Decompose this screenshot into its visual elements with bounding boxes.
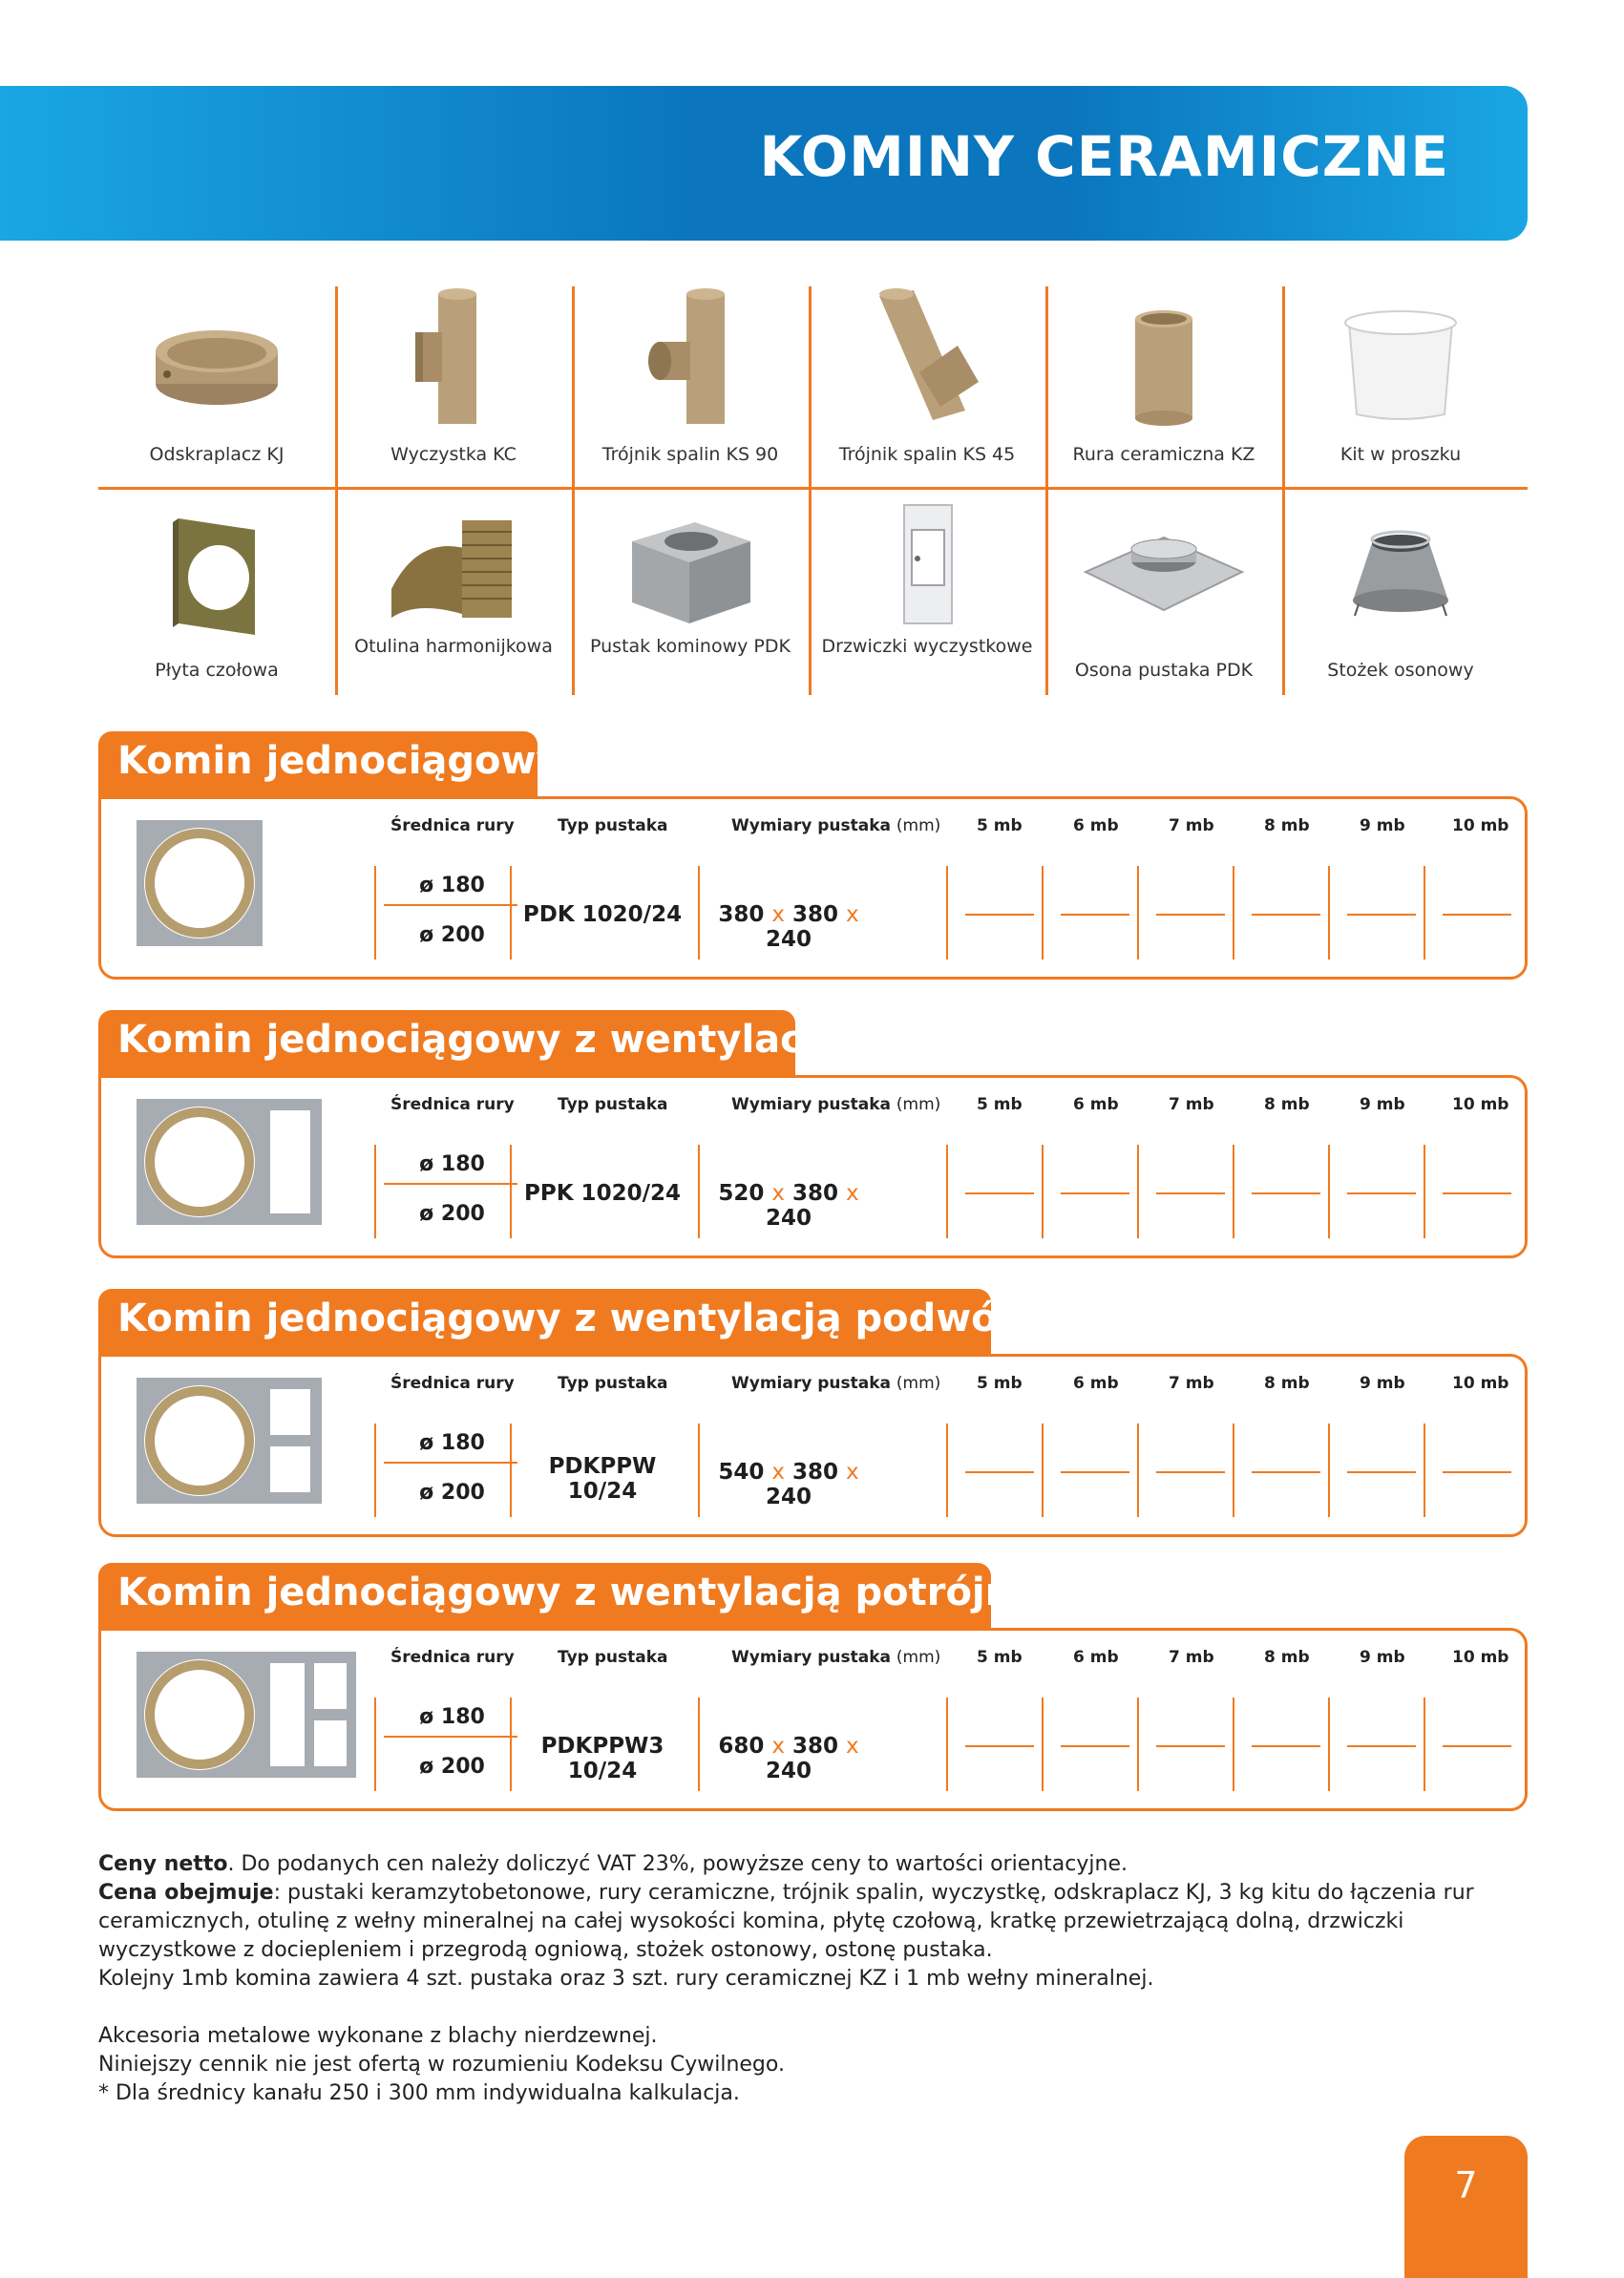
note-offer: Niniejszy cennik nie jest ofertą w rozumieniu Kodeksu Cywilnego.	[98, 2053, 785, 2077]
price-10mb	[1443, 1192, 1511, 1194]
price-table	[98, 796, 1528, 980]
price-5mb	[965, 914, 1034, 916]
header-block-type: Typ pustaka	[558, 1095, 668, 1114]
product-rura	[1045, 286, 1282, 487]
product-trojnik-90	[572, 286, 809, 487]
diameter-180: ø 180	[419, 874, 485, 897]
header-9mb: 9 mb	[1360, 1095, 1405, 1114]
ceramic-pipe-icon	[1116, 306, 1212, 430]
header-bar	[0, 86, 1528, 241]
note-diameter: * Dla średnicy kanału 250 i 300 mm indywidualna kalkulacja.	[98, 2081, 740, 2105]
price-8mb	[1252, 1745, 1320, 1747]
block-type: PDKPPW3 10/24	[540, 1734, 664, 1783]
diameter-200: ø 200	[419, 1755, 485, 1779]
product-label: Osona pustaka PDK	[1074, 660, 1254, 681]
cleanout-door-icon	[879, 499, 975, 633]
diameter-200: ø 200	[419, 1481, 485, 1505]
block-type: PPK 1020/24	[524, 1181, 681, 1206]
price-table	[98, 1075, 1528, 1258]
condensate-trap-icon	[150, 315, 284, 411]
product-label: Kit w proszku	[1339, 444, 1462, 465]
note-meter: Kolejny 1mb komina zawiera 4 szt. pustaka oraz 3 szt. rury ceramicznej KZ i 1 mb wełny mineralnej.	[98, 1967, 1154, 1991]
price-6mb	[1061, 1745, 1129, 1747]
page-number: 7	[1454, 2164, 1478, 2206]
chimney-block-icon	[619, 513, 762, 627]
section-title: Komin jednociągowy z wentylacją podwójną	[117, 1297, 1064, 1340]
product-oslona	[1045, 490, 1282, 695]
diameter-180: ø 180	[419, 1431, 485, 1455]
cross-section-icon	[137, 820, 263, 946]
product-label: Drzwiczki wyczystkowe	[821, 636, 1033, 657]
block-type: PDK 1020/24	[522, 902, 683, 927]
product-label: Płyta czołowa	[155, 660, 279, 681]
price-6mb	[1061, 1192, 1129, 1194]
note-included: Cena obejmuje: pustaki keramzytobetonowe, rury ceramiczne, trójnik spalin, wyczystkę, odskraplacz KJ, 3 kg kitu do łączenia rur ceramicznych, otulinę z wełny mineralnej na całej wysokości komina, płytę czołową, kratkę przewietrzającą dolną, drzwiczki wyczystkowe z dociepleniem i przegrodą ogniową, stożek ostonowy, ostonę pustaka.	[98, 1881, 1474, 1962]
note-metal: Akcesoria metalowe wykonane z blachy nierdzewnej.	[98, 2024, 658, 2048]
price-7mb	[1156, 914, 1225, 916]
product-kit	[1282, 286, 1519, 487]
header-dimensions: Wymiary pustaka (mm)	[731, 1648, 941, 1667]
product-label: Wyczystka KC	[390, 444, 517, 465]
product-trojnik-45	[809, 286, 1045, 487]
header-6mb: 6 mb	[1073, 816, 1119, 835]
header-10mb: 10 mb	[1452, 1648, 1509, 1667]
price-6mb	[1061, 914, 1129, 916]
notes	[98, 1850, 1492, 2108]
header-dimensions: Wymiary pustaka (mm)	[731, 816, 941, 835]
header-block-type: Typ pustaka	[558, 1374, 668, 1393]
header-7mb: 7 mb	[1169, 1374, 1214, 1393]
header-block-type: Typ pustaka	[558, 1648, 668, 1667]
header-6mb: 6 mb	[1073, 1648, 1119, 1667]
price-9mb	[1347, 1471, 1416, 1473]
header-5mb: 5 mb	[977, 1095, 1023, 1114]
section-tab	[98, 1563, 1039, 1630]
front-plate-icon	[159, 511, 274, 644]
header-9mb: 9 mb	[1360, 1374, 1405, 1393]
tee-45-icon	[860, 286, 994, 430]
header-5mb: 5 mb	[977, 1648, 1023, 1667]
product-label: Odskraplacz KJ	[149, 444, 285, 465]
header-8mb: 8 mb	[1264, 1648, 1310, 1667]
section-title: Komin jednociągowy z wentylacją	[117, 1018, 842, 1062]
header-diameter: Średnica rury	[390, 1095, 515, 1114]
product-wyczystka	[335, 286, 572, 487]
price-7mb	[1156, 1192, 1225, 1194]
diameter-180: ø 180	[419, 1705, 485, 1729]
block-dimensions: 540 x 380 x 240	[718, 1460, 859, 1509]
product-label: Pustak kominowy PDK	[590, 636, 791, 657]
header-7mb: 7 mb	[1169, 816, 1214, 835]
block-dimensions: 680 x 380 x 240	[718, 1734, 859, 1783]
section-title: Komin jednociągowy z wentylacją potrójną	[117, 1571, 1039, 1614]
header-5mb: 5 mb	[977, 816, 1023, 835]
header-10mb: 10 mb	[1452, 816, 1509, 835]
product-grid	[98, 286, 1528, 697]
price-8mb	[1252, 914, 1320, 916]
header-10mb: 10 mb	[1452, 1374, 1509, 1393]
header-8mb: 8 mb	[1264, 1374, 1310, 1393]
header-9mb: 9 mb	[1360, 816, 1405, 835]
product-otulina	[335, 490, 572, 695]
cross-section-icon	[137, 1378, 322, 1504]
product-label: Rura ceramiczna KZ	[1072, 444, 1255, 465]
diameter-200: ø 200	[419, 1202, 485, 1226]
section-tab	[98, 1289, 1064, 1356]
price-8mb	[1252, 1471, 1320, 1473]
page-title: KOMINY CERAMICZNE	[759, 124, 1449, 189]
price-8mb	[1252, 1192, 1320, 1194]
price-7mb	[1156, 1745, 1225, 1747]
product-label: Trójnik spalin KS 90	[601, 444, 779, 465]
cleanout-pipe-icon	[396, 286, 511, 430]
product-odskraplacz	[98, 286, 335, 487]
price-10mb	[1443, 914, 1511, 916]
product-label: Otulina harmonijkowa	[354, 636, 553, 657]
header-7mb: 7 mb	[1169, 1095, 1214, 1114]
price-7mb	[1156, 1471, 1225, 1473]
product-stozek	[1282, 490, 1519, 695]
insulation-icon	[382, 513, 525, 627]
block-dimensions: 380 x 380 x 240	[718, 902, 859, 952]
diameter-200: ø 200	[419, 923, 485, 947]
block-type: PDKPPW 10/24	[548, 1454, 657, 1504]
cross-section-icon	[137, 1099, 322, 1225]
header-block-type: Typ pustaka	[558, 816, 668, 835]
product-pustak	[572, 490, 809, 695]
section-title: Komin jednociągowy	[117, 739, 561, 783]
header-dimensions: Wymiary pustaka (mm)	[731, 1374, 941, 1393]
price-9mb	[1347, 914, 1416, 916]
header-9mb: 9 mb	[1360, 1648, 1405, 1667]
price-5mb	[965, 1192, 1034, 1194]
block-cover-icon	[1078, 518, 1250, 623]
protective-cone-icon	[1334, 515, 1467, 620]
price-5mb	[965, 1745, 1034, 1747]
diameter-180: ø 180	[419, 1152, 485, 1176]
bucket-icon	[1334, 302, 1467, 426]
header-7mb: 7 mb	[1169, 1648, 1214, 1667]
price-6mb	[1061, 1471, 1129, 1473]
tee-90-icon	[633, 286, 748, 430]
header-8mb: 8 mb	[1264, 1095, 1310, 1114]
page-number-tab	[1404, 2136, 1528, 2278]
cross-section-icon	[137, 1652, 356, 1778]
price-table	[98, 1354, 1528, 1537]
header-diameter: Średnica rury	[390, 1374, 515, 1393]
price-5mb	[965, 1471, 1034, 1473]
header-10mb: 10 mb	[1452, 1095, 1509, 1114]
price-table	[98, 1628, 1528, 1811]
header-diameter: Średnica rury	[390, 816, 515, 835]
price-9mb	[1347, 1192, 1416, 1194]
header-diameter: Średnica rury	[390, 1648, 515, 1667]
price-10mb	[1443, 1745, 1511, 1747]
note-net: Ceny netto. Do podanych cen należy doliczyć VAT 23%, powyższe ceny to wartości orientacyjne.	[98, 1852, 1128, 1876]
product-label: Trójnik spalin KS 45	[838, 444, 1016, 465]
section-tab	[98, 731, 561, 798]
header-dimensions: Wymiary pustaka (mm)	[731, 1095, 941, 1114]
header-5mb: 5 mb	[977, 1374, 1023, 1393]
section-tab	[98, 1010, 842, 1077]
price-10mb	[1443, 1471, 1511, 1473]
price-9mb	[1347, 1745, 1416, 1747]
product-plyta	[98, 490, 335, 695]
product-drzwiczki	[809, 490, 1045, 695]
header-6mb: 6 mb	[1073, 1374, 1119, 1393]
header-6mb: 6 mb	[1073, 1095, 1119, 1114]
product-label: Stożek osonowy	[1327, 660, 1474, 681]
header-8mb: 8 mb	[1264, 816, 1310, 835]
block-dimensions: 520 x 380 x 240	[718, 1181, 859, 1231]
